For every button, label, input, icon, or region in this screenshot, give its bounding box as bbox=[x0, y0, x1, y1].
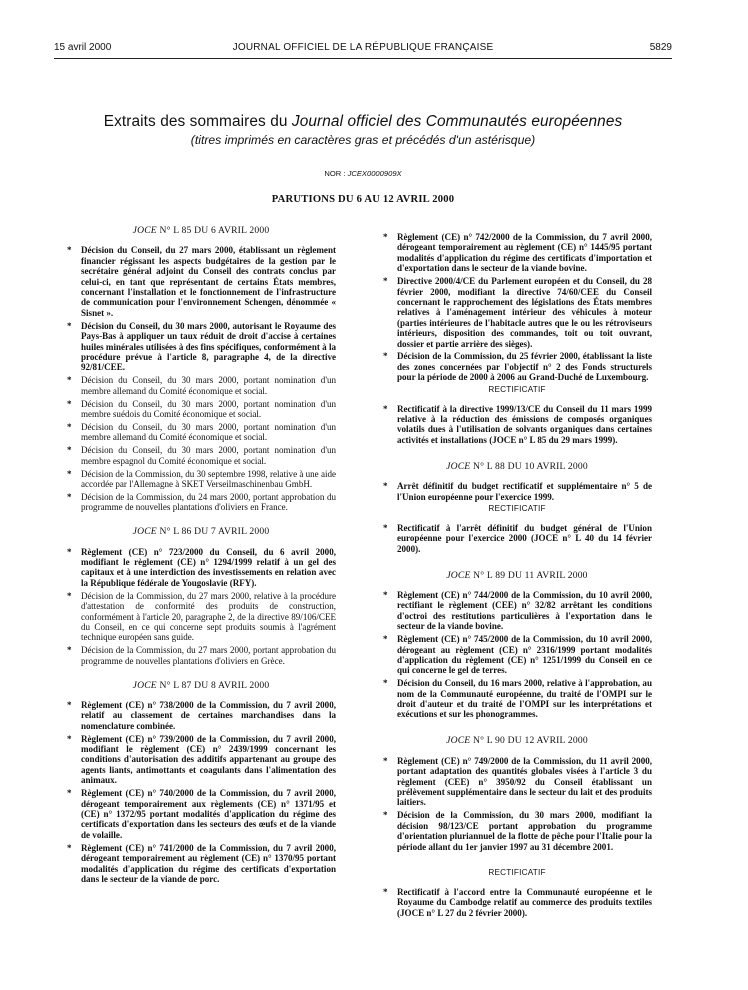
entry-text: Décision de la Commission, du 30 mars 2000, modifiant la décision 98/123/CE portant approbation du programme d'orientation pluriannuel de la flotte de pêche pour l'Italie pour la période allant du 1er janvier 1997 au 31 décembre 2001. bbox=[397, 810, 652, 852]
summary-entry bbox=[66, 375, 336, 396]
running-header bbox=[54, 42, 672, 56]
asterisk-marker: * bbox=[383, 886, 388, 897]
asterisk-marker: * bbox=[383, 403, 388, 414]
asterisk-marker: * bbox=[383, 634, 388, 645]
asterisk-marker: * bbox=[383, 755, 388, 766]
entry-text: Règlement (CE) n° 739/2000 de la Commission, du 7 avril 2000, modifiant le règlement (CE) n° 2439/1999 concernant les conditions d'autorisation des additifs appartenant au groupe des agents liants, antimottants et coagulants dans l'alimentation des animaux. bbox=[81, 733, 336, 786]
summary-entry bbox=[66, 591, 336, 643]
issue-reference: N° L 87 DU 8 AVRIL 2000 bbox=[156, 679, 270, 691]
entry-text: Décision de la Commission, du 25 février 2000, établissant la liste des zones concernées par l'objectif n° 2 des Fonds structurels pour la période de 2000 à 2006 au Grand-Duché de Luxembourg. bbox=[397, 351, 652, 383]
summary-entry bbox=[382, 404, 652, 446]
asterisk-marker: * bbox=[67, 398, 72, 409]
joce-label: JOCE bbox=[132, 526, 157, 538]
asterisk-marker: * bbox=[383, 481, 388, 492]
summary-entry bbox=[382, 887, 652, 918]
section-heading bbox=[382, 571, 652, 581]
asterisk-marker: * bbox=[383, 522, 388, 533]
entry-text: Règlement (CE) n° 741/2000 de la Commission, du 7 avril 2000, dérogeant temporairement au règlement (CE) n° 1370/95 portant modalités d'application du régime des certificats d'exportation dans le secteur de la viande de porc. bbox=[81, 842, 336, 884]
asterisk-marker: * bbox=[67, 733, 72, 744]
asterisk-marker: * bbox=[67, 445, 72, 456]
summary-entry bbox=[66, 645, 336, 666]
title-emphasis: Journal officiel des Communautés européennes bbox=[291, 113, 623, 130]
joce-label: JOCE bbox=[446, 735, 471, 747]
entry-text: Règlement (CE) n° 738/2000 de la Commission, du 7 avril 2000, relatif au classement de certaines marchandises dans la nomenclature combinée. bbox=[81, 699, 336, 731]
parutions-heading: PARUTIONS DU 6 AU 12 AVRIL 2000 bbox=[271, 194, 455, 205]
summary-entry bbox=[382, 756, 652, 808]
entry-text: Décision de la Commission, du 27 mars 2000, portant approbation du programme de nouvelles plantations d'oliviers en Grèce. bbox=[81, 645, 336, 666]
entry-text: Décision du Conseil, du 30 mars 2000, portant nomination d'un membre allemand du Comité économique et social. bbox=[81, 421, 336, 443]
section-spacer bbox=[382, 722, 652, 736]
entry-text: Rectificatif à l'arrêt définitif du budget général de l'Union européenne pour l'exercice 2000 (JOCE n° L 40 du 14 février 2000). bbox=[397, 522, 652, 554]
section-spacer bbox=[382, 854, 652, 868]
section-heading bbox=[382, 736, 652, 746]
summary-entry bbox=[66, 843, 336, 885]
asterisk-marker: * bbox=[383, 810, 388, 821]
right-column bbox=[382, 232, 652, 921]
section-heading bbox=[66, 226, 336, 236]
asterisk-marker: * bbox=[67, 245, 72, 256]
summary-entry bbox=[382, 634, 652, 676]
section-spacer bbox=[382, 448, 652, 462]
summary-entry bbox=[382, 523, 652, 554]
issue-date: 15 avril 2000 bbox=[54, 42, 112, 53]
issue-reference: N° L 85 DU 6 AVRIL 2000 bbox=[156, 225, 270, 236]
joce-label: JOCE bbox=[132, 225, 157, 236]
rectificatif-heading: RECTIFICATIF bbox=[488, 868, 546, 878]
page-subtitle: (titres imprimés en caractères gras et précédés d'un astérisque) bbox=[190, 133, 536, 147]
issue-reference: N° L 90 DU 12 AVRIL 2000 bbox=[470, 735, 588, 747]
left-column bbox=[66, 226, 336, 887]
asterisk-marker: * bbox=[67, 645, 72, 656]
joce-label: JOCE bbox=[446, 569, 471, 581]
section-heading bbox=[382, 462, 652, 472]
page-title bbox=[54, 113, 672, 131]
summary-entry bbox=[66, 422, 336, 443]
summary-entry bbox=[382, 351, 652, 382]
issue-reference: N° L 86 DU 7 AVRIL 2000 bbox=[156, 526, 270, 538]
entry-text: Règlement (CE) n° 723/2000 du Conseil, du 6 avril 2000, modifiant le règlement (CE) n° 1294/1999 relatif à un gel des capitaux et à une interdiction des investissements en relation avec la République fédérale de Yougoslavie (RFY). bbox=[81, 546, 336, 588]
rectificatif-heading: RECTIFICATIF bbox=[488, 385, 546, 395]
section-spacer bbox=[382, 557, 652, 571]
issue-reference: N° L 88 DU 10 AVRIL 2000 bbox=[470, 460, 588, 472]
summary-entry bbox=[382, 678, 652, 720]
asterisk-marker: * bbox=[67, 491, 72, 502]
asterisk-marker: * bbox=[67, 546, 72, 557]
entry-text: Décision du Conseil, du 30 mars 2000, portant nomination d'un membre suédois du Comité économique et social. bbox=[81, 398, 336, 419]
asterisk-marker: * bbox=[67, 421, 72, 432]
entry-text: Décision de la Commission, du 30 septembre 1998, relative à une aide accordée par l'Allemagne à SKET Verseilmaschinenbau GmbH. bbox=[81, 468, 337, 489]
asterisk-marker: * bbox=[383, 678, 388, 689]
asterisk-marker: * bbox=[383, 351, 388, 362]
summary-entry bbox=[66, 788, 336, 840]
journal-name: JOURNAL OFFICIEL DE LA RÉPUBLIQUE FRANÇAISE bbox=[232, 42, 494, 53]
joce-label: JOCE bbox=[446, 460, 471, 472]
summary-entry bbox=[66, 547, 336, 589]
summary-entry bbox=[66, 700, 336, 731]
asterisk-marker: * bbox=[67, 842, 72, 853]
summary-entry bbox=[66, 399, 336, 420]
entry-text: Directive 2000/4/CE du Parlement européen et du Conseil, du 28 février 2000, modifiant la directive 74/60/CEE du Conseil concernant le rapprochement des législations des États membres relatives à l'aménagement intérieur des véhicules à moteur (parties intérieures de l'habitacle autres que le ou les rétroviseurs intérieurs, disposition des commandes, toit ou toit ouvrant, dossier et partie arrière des sièges). bbox=[397, 276, 652, 349]
summary-entry bbox=[66, 445, 336, 466]
entry-text: Décision du Conseil, du 30 mars 2000, autorisant le Royaume des Pays-Bas à appliquer un taux réduit de droit d'accise à certaines huiles minérales utilisées à des fins spécifiques, conformément à la procédure prévue à l'article 8, paragraphe 4, de la directive 92/81/CEE. bbox=[81, 320, 336, 373]
summary-entry bbox=[382, 590, 652, 632]
entry-text: Règlement (CE) n° 740/2000 de la Commission, du 7 avril 2000, dérogeant temporairement aux règlements (CE) n° 1371/95 et (CE) n° 1372/95 portant modalités d'application du régime des certificats d'exportation dans les secteurs des œufs et de la viande de volaille. bbox=[81, 788, 336, 840]
asterisk-marker: * bbox=[67, 320, 72, 331]
entry-text: Règlement (CE) n° 744/2000 de la Commission, du 10 avril 2000, rectifiant le règlement (CEE) n° 32/82 arrêtant les conditions d'octroi des restitutions particulières à l'exportation dans le secteur de la viande bovine. bbox=[397, 589, 652, 632]
nor-value: JCEX0000909X bbox=[347, 169, 402, 178]
section-heading bbox=[66, 681, 336, 691]
nor-label: NOR : bbox=[324, 169, 348, 178]
section-heading bbox=[66, 527, 336, 537]
asterisk-marker: * bbox=[383, 589, 388, 600]
asterisk-marker: * bbox=[67, 375, 72, 386]
entry-text: Décision de la Commission, du 24 mars 2000, portant approbation du programme de nouvelles plantations d'oliviers en France. bbox=[81, 491, 336, 513]
summary-entry bbox=[66, 734, 336, 786]
asterisk-marker: * bbox=[67, 699, 72, 710]
summary-entry bbox=[66, 492, 336, 513]
page-number: 5829 bbox=[649, 42, 672, 53]
entry-text: Règlement (CE) n° 742/2000 de la Commission, du 7 avril 2000, dérogeant temporairement au règlement (CE) n° 1445/95 portant modalités d'application du régime des certificats d'importation et d'exportation dans le secteur de la viande bovine. bbox=[397, 232, 652, 274]
title-prefix: Extraits des sommaires du bbox=[103, 113, 292, 130]
asterisk-marker: * bbox=[67, 468, 72, 479]
asterisk-marker: * bbox=[383, 276, 388, 287]
joce-label: JOCE bbox=[132, 679, 157, 691]
nor-reference bbox=[54, 169, 672, 178]
entry-text: Règlement (CE) n° 745/2000 de la Commission, du 10 avril 2000, dérogeant au règlement (CE) n° 2316/1999 portant modalités d'application du règlement (CE) n° 1251/1999 du Conseil en ce qui concerne le gel de terres. bbox=[397, 634, 652, 676]
asterisk-marker: * bbox=[67, 590, 72, 601]
entry-text: Arrêt définitif du budget rectificatif et supplémentaire n° 5 de l'Union européenne pour l'exercice 1999. bbox=[397, 481, 652, 502]
header-rule bbox=[54, 58, 672, 59]
entry-text: Décision du Conseil, du 27 mars 2000, établissant un règlement financier régissant les aspects budgétaires de la gestion par le secrétaire général adjoint du Conseil des contrats conclus par celui-ci, en tant que représentant de certains États membres, concernant l'installation et le fonctionnement de l'infrastructure de communication pour l'environnement Schengen, dénommée « Sisnet ». bbox=[81, 245, 336, 318]
entry-text: Rectificatif à la directive 1999/13/CE du Conseil du 11 mars 1999 relative à la réduction des émissions de composés organiques volatils dues à l'utilisation de solvants organiques dans certaines activités et installations (JOCE n° L 85 du 29 mars 1999). bbox=[397, 403, 652, 445]
summary-entry bbox=[66, 469, 336, 490]
asterisk-marker: * bbox=[67, 788, 72, 799]
entry-text: Décision de la Commission, du 27 mars 2000, relative à la procédure d'attestation de conformité des produits de construction, conformément à l'article 20, paragraphe 2, de la directive 89/106/CEE du Conseil, en ce qui concerne sept produits soumis à l'agrément technique européen sans guide. bbox=[81, 590, 336, 643]
summary-entry bbox=[66, 245, 336, 318]
entry-text: Décision du Conseil, du 30 mars 2000, portant nomination d'un membre allemand du Comité économique et social. bbox=[81, 375, 336, 396]
entry-text: Règlement (CE) n° 749/2000 de la Commission, du 11 avril 2000, portant adaptation des quantités globales visées à l'article 3 du règlement (CEE) n° 3950/92 du Conseil établissant un prélèvement supplémentaire dans le secteur du lait et des produits laitiers. bbox=[397, 755, 652, 808]
summary-entry bbox=[382, 810, 652, 852]
rectificatif-heading: RECTIFICATIF bbox=[488, 504, 546, 514]
entry-text: Rectificatif à l'accord entre la Communauté européenne et le Royaume du Cambodge relatif au commerce des produits textiles (JOCE n° L 27 du 2 février 2000). bbox=[397, 886, 652, 918]
summary-entry bbox=[382, 276, 652, 349]
issue-reference: N° L 89 DU 11 AVRIL 2000 bbox=[470, 569, 588, 581]
summary-entry bbox=[382, 481, 652, 502]
asterisk-marker: * bbox=[383, 232, 388, 242]
summary-entry bbox=[66, 321, 336, 373]
summary-entry bbox=[382, 232, 652, 274]
entry-text: Décision du Conseil, du 16 mars 2000, relative à l'approbation, au nom de la Communauté européenne, du traité de l'OMPI sur le droit d'auteur et du traité de l'OMPI sur les interprétations et exécutions et sur les phonogrammes. bbox=[397, 678, 652, 720]
entry-text: Décision du Conseil, du 30 mars 2000, portant nomination d'un membre espagnol du Comité économique et social. bbox=[81, 445, 336, 466]
